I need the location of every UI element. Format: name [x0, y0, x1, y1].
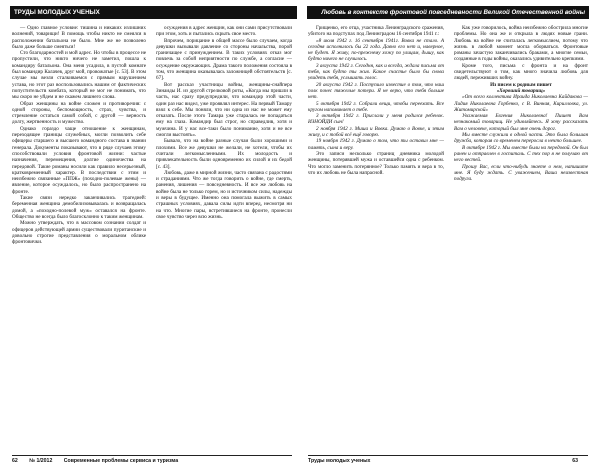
issue-number: № 1/2012 — [29, 458, 53, 464]
letter-text: Уважаемая Евгения Николаевна! Пишет Вам незнакомый товарищ. Не удивляйтесь. Я хочу рассказать Вам о человеке, который был мне очень дорог. — [454, 113, 588, 132]
diary-entry: 20 августа 1942 г. Поступило известие о том, что наш полк понес тяжелые потери. Я не верю, что тебя больше нет. — [308, 81, 444, 101]
running-header-left: ТРУДЫ МОЛОДЫХ УЧЕНЫХ — [10, 6, 297, 19]
paragraph: осуждения в адрес женщин, как они сами присутствовали при этом, хоть и пытались скрыть свое место. — [156, 25, 292, 38]
paragraph: Образ женщины на войне сложен и противоречив: с одной стороны, беспомощность, страх, чувства, и стремление остаться самой собой, с другой — верность долгу, жертвенность и мужество. — [12, 100, 146, 126]
paragraph: Любовь, даже в мирной жизни, часто связана с радостями и страданиями. Что же тогда говорить о войне, где смерть, ранения, лишения — повседневность. И все же любовь на войне была не только горем, но и источником силы, надежды и веры в будущее. Именно она помогала выжить в самых страшных условиях, давала силы идти вперед, несмотря ни на что. Многие пары, встретившиеся на фронте, пронесли свое чувство через всю жизнь. — [156, 169, 292, 220]
footer-right — [308, 456, 588, 466]
paragraph: Это записи несколько страниц дневника молодой женщины, потерявшей мужа и оставшейся одна с ребенком. Что могло заменить потерянное? Только память и вера в то, что их любовь не была напрасной. — [308, 150, 444, 176]
paragraph: Вот рассказ участницы войны, женщины-снайпера Зинаиды И. из другой стрелковой роты, «Когда мы пришли в часть, нас сразу предупредили, что командир этой части, один раз нас видел, уже проявлял интерес. На первый Тамару взял к себе. Мы поняли, что ни одна из нас не может ему отказать. После этого Тамара уже старалась не попадаться ему на глаза. Командир был строг, но справедлив, хотя и мужчина. И у нас все-таки было понимание, хотя и не все смогли выстоять». — [156, 81, 292, 139]
paragraph: — Одно главное условие: тишина и никаких излишних волнений, товарищи! В помощь чтобы никто не смеялся в расположении батальона не было. Мне же не позволено было даже больше смеяться! — [12, 25, 146, 50]
right-column-2 — [454, 25, 588, 452]
page-number: 62 — [12, 458, 18, 464]
paragraph: Такие связи нередко заканчивались трагедией: беременная женщина демобилизовывалась и возвращалась домой, а «походно-полевой муж» оставался на фронте. Общество не всегда было благосклонно к таким женщинам. — [12, 195, 146, 220]
journal-title: Современные проблемы сервиса и туризма — [63, 458, 179, 464]
paragraph: Грищенко, его отца, участника Ленинградского сражения, убитого на подступах под Ленинградом 16 сентября 1941 г.: — [308, 25, 444, 38]
paragraph: Кроме того, письма с фронта и на фронт свидетельствуют о том, как много значила любовь для людей, переживших войну. — [454, 62, 588, 82]
diary-entry: 2 ноября 1942 г. Миша и Вовка. Думаю о Вовке, и этим живу, и с тобой всё ещё говорю. — [308, 125, 444, 139]
paragraph: Бывало, что на войне разные случаи были хорошими и плохими. Все же девушки не желали, не хотели, чтобы их считали легкомысленными. Их молодость и привлекательность были одновременно их силой и их бедой [с. 43]. — [156, 138, 292, 170]
letter-text: Мы вместе служили в одной части. Это была большая дружба, которая со временем переросла в нечто большее. — [454, 132, 588, 145]
section-heading: Из писем к родным пишет — [490, 81, 552, 88]
right-page — [300, 0, 600, 468]
diary-entry: «8 июля 1942 г. 16 сентября 1941г. Вовка не стало. А сегодня исполнилось бы 22 года. Давно его нет и, наверное, не будет. Я живу, по-прежнему хожу по улицам, дышу, как будто ничего не случилось. — [308, 37, 444, 63]
left-column-1 — [12, 25, 146, 452]
right-column-1 — [308, 25, 444, 452]
running-header-right: Любовь в контексте фронтовой повседневности Великой Отечественной войны — [307, 6, 589, 19]
page-number: 63 — [572, 458, 578, 464]
letter-text: Прошу Вас, если что-нибудь знаете о нем, напишите мне. Я буду ждать. С уважением, Ваша неизвестная подруга. — [454, 163, 588, 183]
section-subheading: «Хороший товарищ» — [496, 87, 546, 94]
paragraph: Впрочем, порицание в общей массе было случаем, когда девушки вызывали давление со стороны начальства, порой граничащее с принуждением. В таких условиях отказ мог повлечь за собой неприятности по службе, а согласие — осуждение окружающих. Драма такого положения состояла в том, что женщина оказывалась заложницей обстоятельств [с. 67]. — [156, 37, 292, 82]
footer-left — [12, 456, 292, 466]
journal-title: Труды молодых ученых — [308, 458, 371, 464]
letter-address: «От всего коллектива Ираида Николаевна Кайдакова — Лидия Николаевна Горбенко, с В. Винная, Кирилловка, ул. Житомирской» — [454, 94, 588, 113]
left-column-2 — [156, 25, 292, 452]
diary-entry: 3 октября 1942 г. Прислали у меня родился ребенок. ИЗНОЙДИ сын! — [308, 113, 444, 126]
letter-text: В октябре 1942 г. Мы вместе были на передовой. Он был ранен и отправлен в госпиталь. С тех пор я не получаю от него вестей. — [454, 144, 588, 164]
paragraph: Однако гораздо чаще отношение к женщинам, переходящее границы служебных, могли позволить себе офицеры старшего и высшего командного состава в звании генерала. Документы показывают, что в ряде случаев этому способствовали условия фронтовой жизни: частые назначения, перемещения, долгие одиночества на передовой. Такие романы носили как правило несерьезный, кратковременный характер. В последствии с этим и неизбежно связанные «ППЖ» (походно-полевые жены) — явление, которое осуждалось, но было распространено на фронте. — [12, 125, 146, 195]
diary-entry: 19 ноября 1942 г. Думаю о том, что ты оставил мне — память, сына и веру. — [308, 138, 444, 151]
paragraph: Можно утверждать, что в массовом сознании солдат и офицеров действующей армии существовали пуританские и довольно строгие представления о моральном облике фронтовички. — [12, 220, 146, 246]
diary-entry: 3 августа 1942 г. Сегодня, как и всегда, ждала письма от тебя, как будто ты жив. Какое счастье было бы снова увидеть тебя, услышать голос. — [308, 62, 444, 82]
paragraph: Как уже говорилось, война неизбежно обострила многие проблемы. Но она же и открыла в людях новые грани. Любовь на войне не считалась легкомыслием, потому что жизнь в любой момент могла оборваться. Фронтовые романы зачастую заканчивались браками, а многие семьи, созданные в годы войны, оказались удивительно крепкими. — [454, 25, 588, 63]
diary-entry: 5 октября 1942 г. Собрали вещи, чтобы переехать. Все кругом напоминает о тебе. — [308, 100, 444, 113]
paragraph: Сто благодарностей и мой адрес. Но чтобы в процессе не пропустили, что никто ничего не заметил, пошла к командиру батальона. Она меня усадила, в пустой комнате был командир Калачев, друг мой, провожатые [с. 53]. В этом случае мы везли сталкиваемся с прямым нарушением устава, но этот раз воспользовались нашим от фактических попустительств комбата, который не мог не понимать, что мы скоро не уйдем и не скажем лишнего слова. — [12, 50, 146, 101]
